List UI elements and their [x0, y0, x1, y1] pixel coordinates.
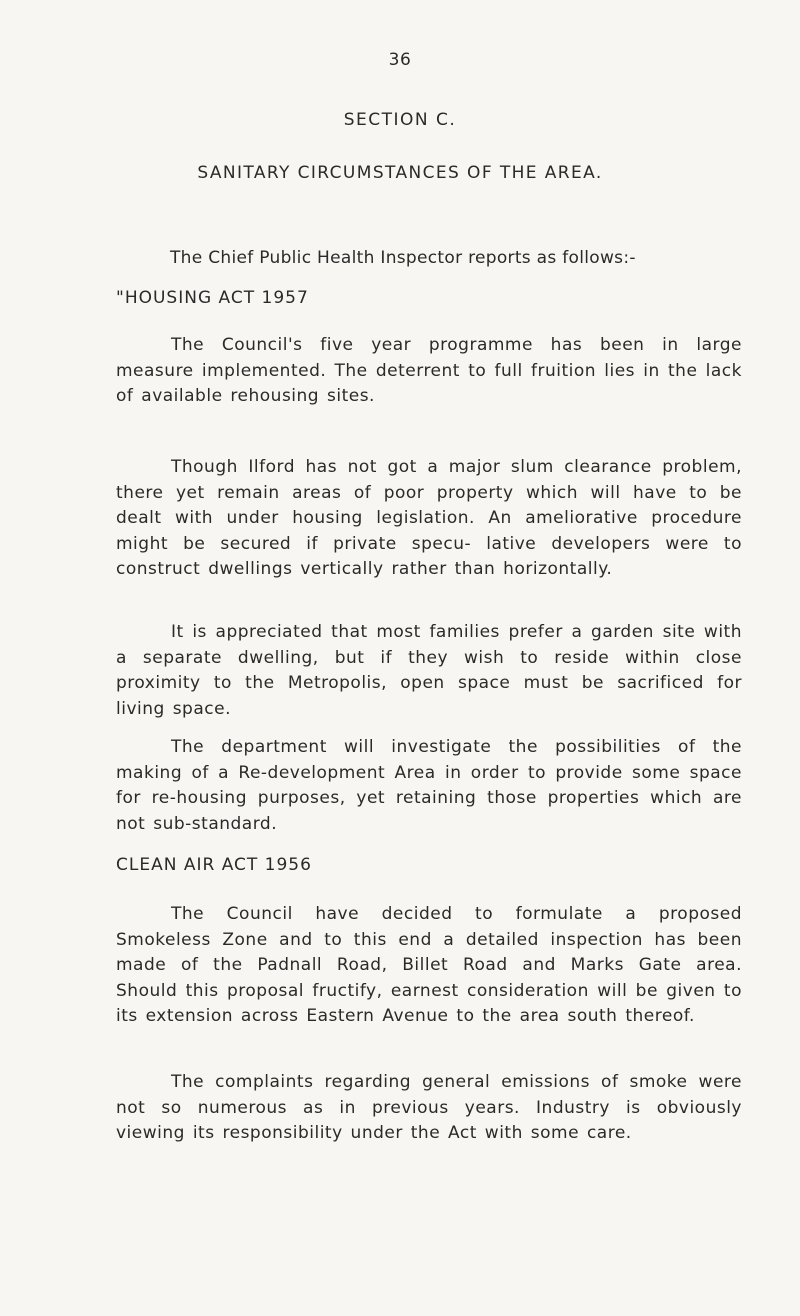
paragraph-text: The department will investigate the possibilities of the making of a Re-development Area in order to provide some space for re-housing purposes, yet retaining those properties which are not sub-standard.	[116, 737, 742, 834]
paragraph-text: The Council have decided to formulate a proposed Smokeless Zone and to this end a detailed inspection has been made of the Padnall Road, Billet Road and Marks Gate area. Should this proposal fructify, earnest consideration will be given to its extension across Eastern Avenue to the area south thereof.	[116, 904, 742, 1027]
housing-paragraph	[116, 620, 742, 722]
paragraph-text: Though Ilford has not got a major slum clearance problem, there yet remain areas of poor property which will have to be dealt with under housing legislation. An ameliorative procedure might be secured if private specu- lative developers were to construct dwellings vertically rather than horizontally.	[116, 457, 742, 580]
clean-air-paragraph	[116, 1070, 742, 1147]
paragraph-text: It is appreciated that most families prefer a garden site with a separate dwelling, but if they wish to reside within close proximity to the Metropolis, open space must be sacrificed for living space.	[116, 622, 742, 719]
housing-paragraph	[116, 333, 742, 410]
paragraph-text: The Council's five year programme has been in large measure implemented. The deterrent to full fruition lies in the lack of available rehousing sites.	[116, 335, 742, 407]
housing-paragraph	[116, 735, 742, 837]
page-number: 36	[388, 50, 412, 70]
section-title: SANITARY CIRCUMSTANCES OF THE AREA.	[197, 163, 603, 183]
section-label: SECTION C.	[343, 110, 457, 130]
clean-air-paragraph	[116, 902, 742, 1030]
paragraph-text: The complaints regarding general emissions of smoke were not so numerous as in previous years. Industry is obviously viewing its responsibility under the Act with some care.	[116, 1072, 742, 1144]
housing-paragraph	[116, 455, 742, 583]
clean-air-act-heading: CLEAN AIR ACT 1956	[116, 855, 312, 875]
housing-act-heading: "HOUSING ACT 1957	[116, 288, 309, 308]
intro-line: The Chief Public Health Inspector reports as follows:-	[170, 248, 636, 268]
